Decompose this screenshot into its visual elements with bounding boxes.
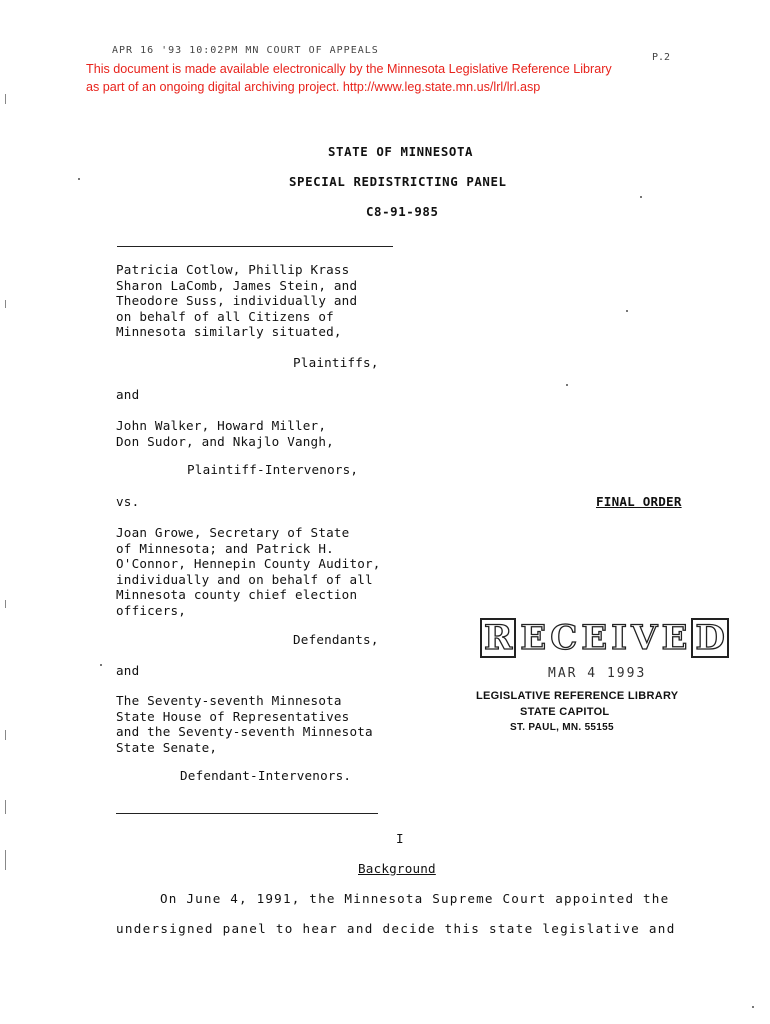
stamp-letter: R [480,618,516,658]
defendants-line: O'Connor, Hennepin County Auditor, [116,556,381,571]
archive-notice-line-1: This document is made available electronically by the Minnesota Legislative Reference Library [86,62,612,76]
stamp-letter: I [611,618,628,658]
fax-header: APR 16 '93 10:02PM MN COURT OF APPEALS [112,45,379,56]
stamp-letter: E [520,618,547,658]
stamp-library-line: LEGISLATIVE REFERENCE LIBRARY [476,690,679,702]
def-intervenors-line: State Senate, [116,739,218,755]
fax-page-number: P.2 [652,52,671,63]
received-stamp-word [480,618,729,658]
defendants-line: officers, [116,602,187,618]
archive-notice [86,60,612,96]
intervenors-label: Plaintiff-Intervenors, [187,462,359,477]
intervenors-block [116,418,334,449]
stamp-letter: V [631,618,658,658]
archive-notice-line-2: as part of an ongoing digital archiving project. http://www.leg.state.mn.us/lrl/lrl.asp [86,80,541,94]
scan-speck [626,310,628,312]
defendants-block [116,525,381,618]
stamp-letter: D [691,618,728,658]
margin-mark [5,730,6,740]
stamp-letter: E [661,618,688,658]
scan-speck [752,1006,754,1008]
scan-speck [100,664,102,666]
def-intervenors-label: Defendant-Intervenors. [180,768,352,783]
plaintiffs-line: Patricia Cotlow, Phillip Krass [116,262,350,277]
case-number: C8-91-985 [366,204,439,219]
def-intervenors-line: and the Seventy-seventh Minnesota [116,724,373,739]
margin-mark [5,300,6,308]
margin-mark [5,600,6,608]
stamp-capitol-line: STATE CAPITOL [520,706,610,718]
stamp-date: MAR 4 1993 [548,666,647,681]
section-title: Background [358,861,436,876]
intervenors-line: John Walker, Howard Miller, [116,418,327,433]
scan-speck [78,178,80,180]
defendants-line: of Minnesota; and Patrick H. [116,540,334,556]
caption-rule-top [117,246,393,247]
defendants-line: Joan Growe, Secretary of State [116,525,350,540]
versus-label: vs. [116,494,140,509]
defendants-line: individually and on behalf of all [116,571,373,587]
def-intervenors-line: The Seventy-seventh Minnesota [116,693,342,708]
plaintiffs-block [116,262,357,340]
plaintiffs-line: Theodore Suss, individually and [116,293,358,308]
margin-mark [5,850,6,870]
defendants-line: Minnesota county chief election [116,587,358,602]
plaintiffs-label: Plaintiffs, [293,355,379,370]
conjunction-and-2: and [116,663,140,678]
paragraph-line: undersigned panel to hear and decide this state legislative and [116,921,676,936]
stamp-letter: C [550,618,578,658]
scan-speck [640,196,642,198]
margin-mark [5,800,6,814]
plaintiffs-line: on behalf of all Citizens of [116,308,334,324]
caption-rule-bottom [116,813,378,814]
final-order-title: FINAL ORDER [596,494,682,509]
stamp-city-line: ST. PAUL, MN. 55155 [510,722,614,733]
conjunction-and-1: and [116,387,140,402]
defendants-label: Defendants, [293,632,379,647]
plaintiffs-line: Sharon LaComb, James Stein, and [116,277,358,293]
court-state-heading: STATE OF MINNESOTA [328,144,474,159]
intervenors-line: Don Sudor, and Nkajlo Vangh, [116,433,334,449]
def-intervenors-line: State House of Representatives [116,708,350,724]
plaintiffs-line: Minnesota similarly situated, [116,324,342,339]
section-number: I [396,831,404,846]
paragraph-line: On June 4, 1991, the Minnesota Supreme Court appointed the [160,891,670,906]
received-stamp [476,618,725,768]
def-intervenors-block [116,693,373,755]
margin-mark [5,94,6,104]
stamp-letter: E [581,618,608,658]
scan-speck [566,384,568,386]
panel-heading: SPECIAL REDISTRICTING PANEL [289,174,507,189]
